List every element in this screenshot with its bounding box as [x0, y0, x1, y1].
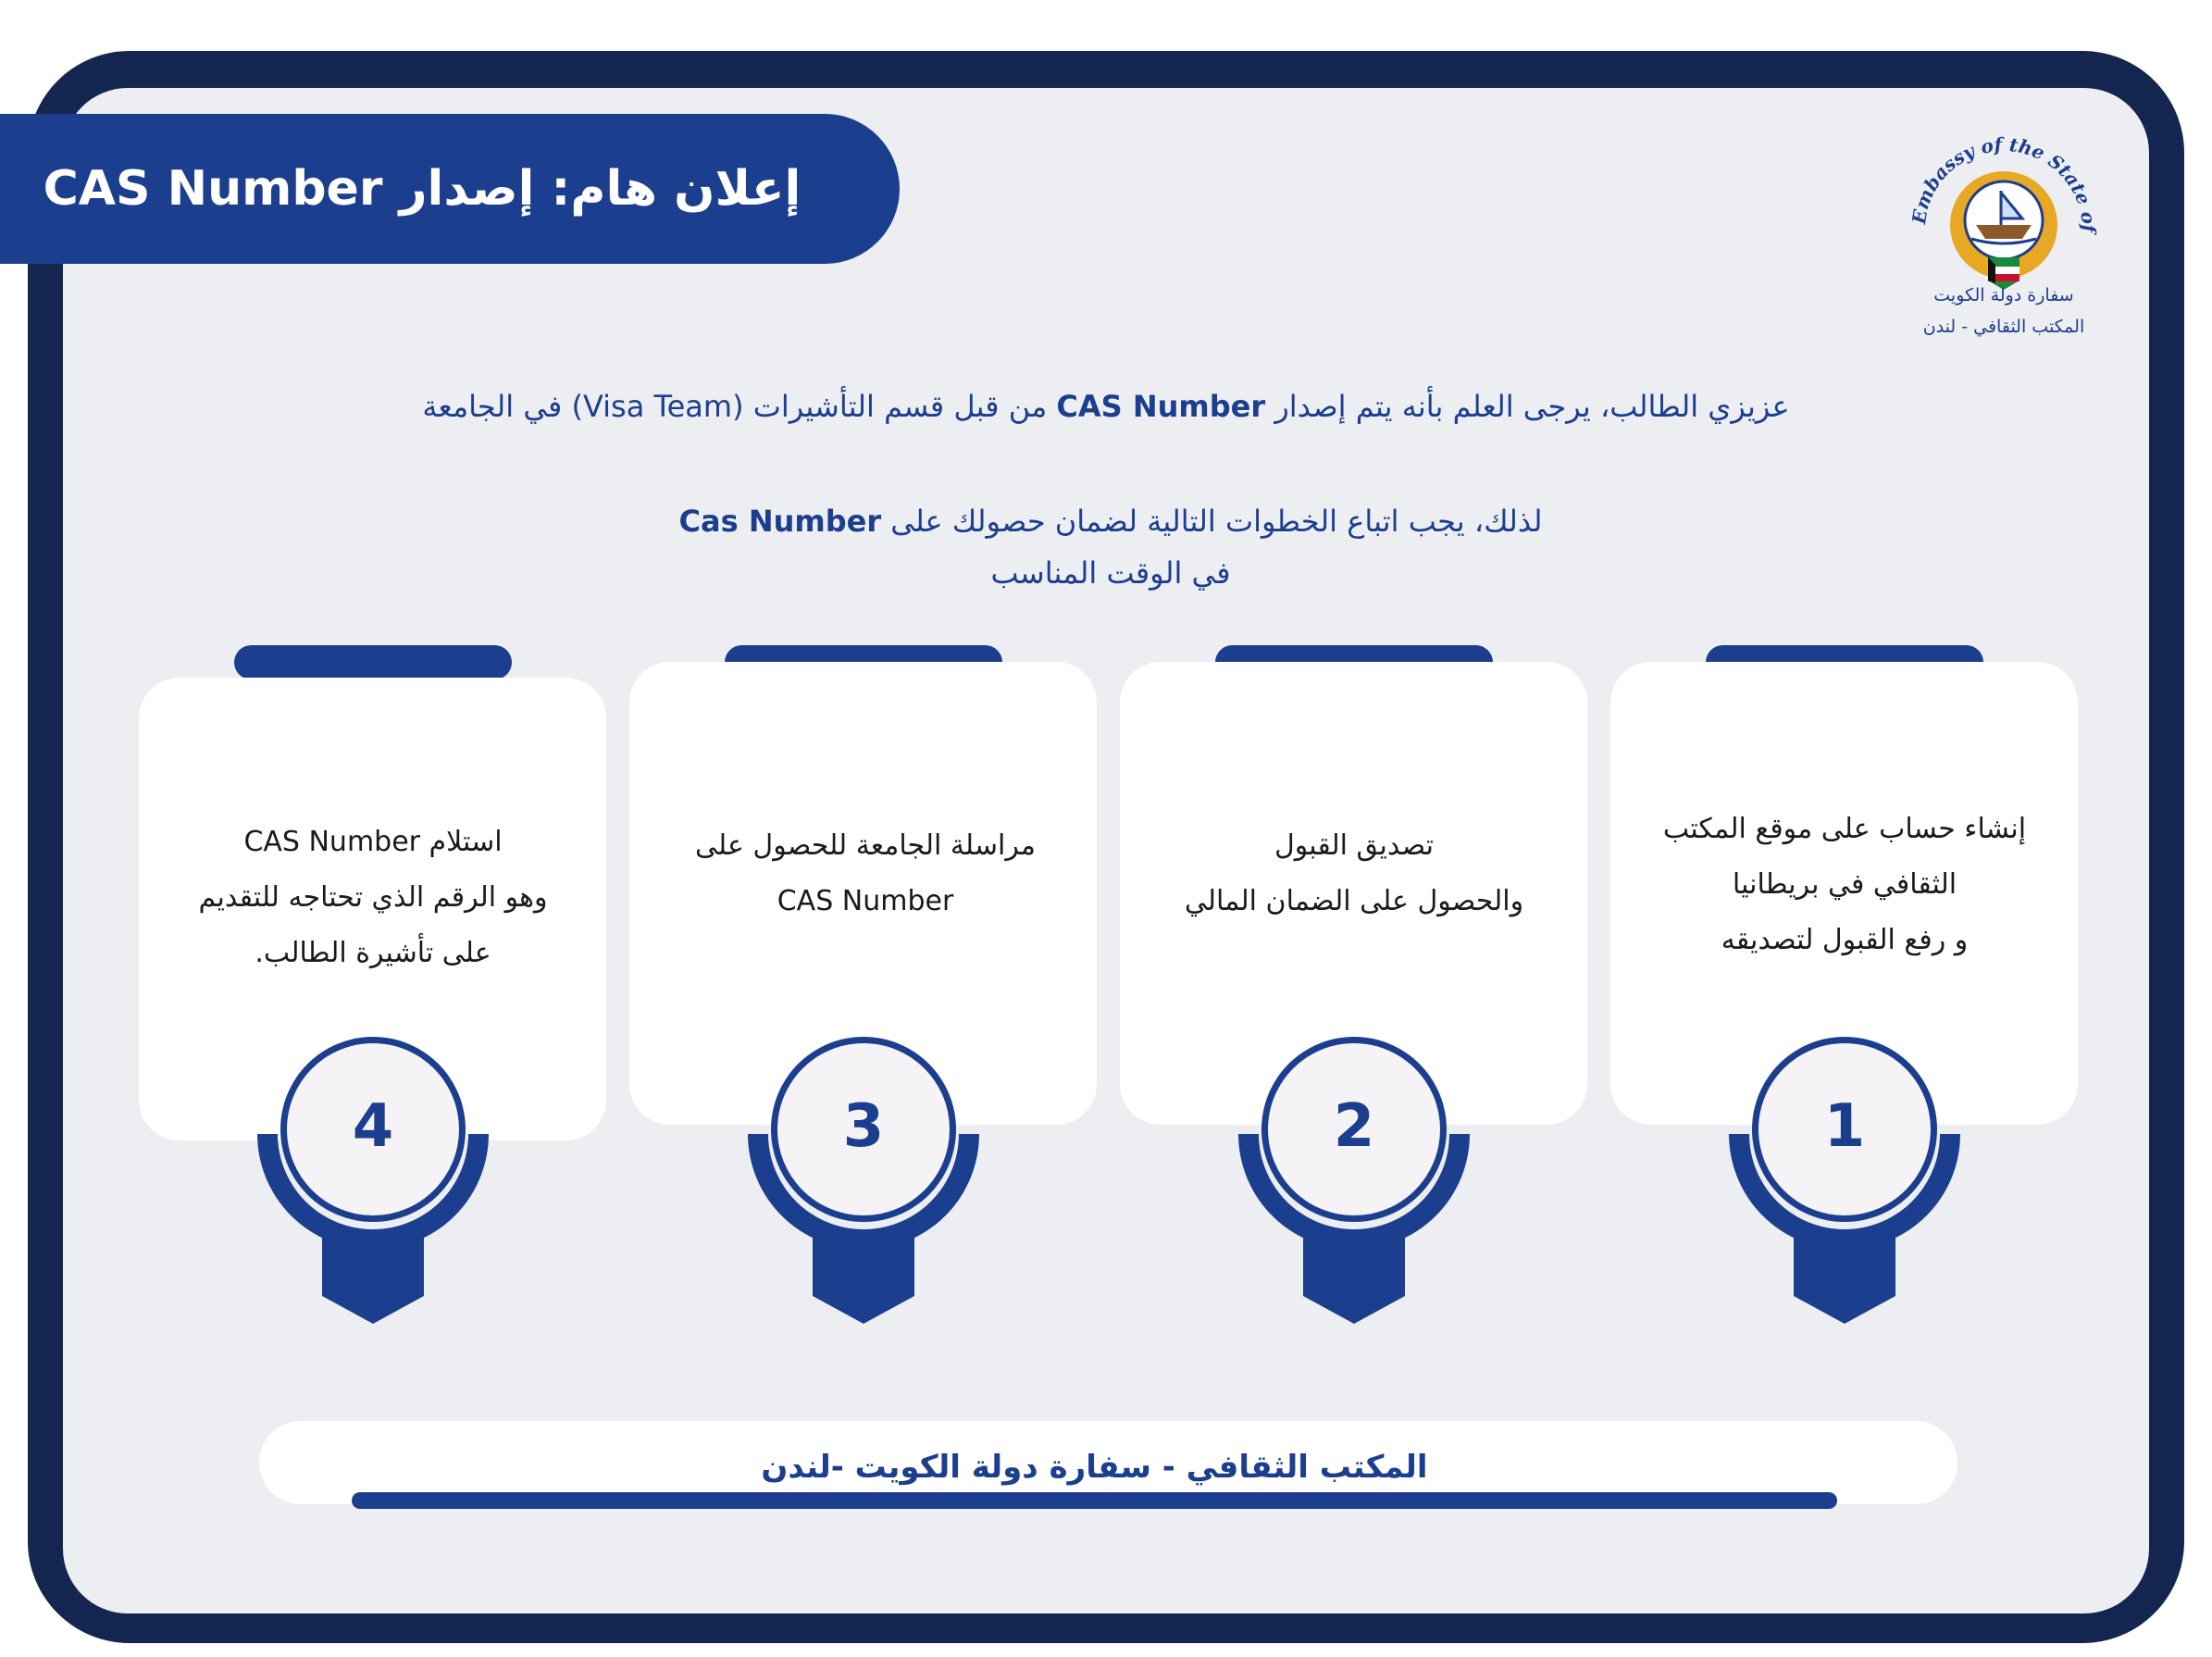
logo-caption-office: المكتب الثقافي - لندن — [1922, 317, 2085, 337]
step-2-badge-icon — [1220, 1037, 1488, 1324]
step-1-line-2: الثقافي في بريطانيا — [1732, 868, 1957, 901]
title-banner — [0, 114, 900, 264]
page-title: إعلان هام: إصدار CAS Number — [43, 161, 802, 217]
step-2-number: 2 — [1333, 1092, 1375, 1161]
step-4-line-3: على تأشيرة الطالب. — [255, 937, 491, 969]
step-4-line-1: استلام CAS Number — [243, 826, 503, 858]
instruction-text-line2: في الوقت المناسب — [990, 555, 1231, 591]
step-2-line-1: تصديق القبول — [1274, 829, 1435, 862]
step-3-line-1: مراسلة الجامعة للحصول على — [695, 829, 1036, 862]
embassy-emblem-icon — [1897, 118, 2110, 304]
footer-underline — [352, 1492, 1837, 1509]
step-2-line-2: والحصول على الضمان المالي — [1184, 885, 1524, 917]
step-1-badge-icon — [1710, 1037, 1979, 1324]
intro-text-part1: عزيزي الطالب، يرجى العلم بأنه يتم إصدار — [1265, 389, 1790, 424]
step-1-line-3: و رفع القبول لتصديقه — [1721, 924, 1969, 956]
intro-instruction — [555, 495, 1666, 599]
step-4-number: 4 — [352, 1092, 394, 1161]
step-4-line-2: وهو الرقم الذي تحتاجه للتقديم — [198, 881, 548, 914]
step-1-number: 1 — [1823, 1092, 1866, 1161]
logo-ring-text: Embassy of the State of — [1908, 132, 2101, 233]
step-1-line-1: إنشاء حساب على موقع المكتب — [1662, 813, 2027, 845]
step-3-number: 3 — [842, 1092, 885, 1161]
instruction-text: لذلك، يجب اتباع الخطوات التالية لضمان حصولك على — [881, 504, 1543, 539]
step-2-text — [1137, 818, 1572, 929]
intro-text-part2: من قبل قسم التأشيرات (Visa Team) في الجامعة — [422, 389, 1057, 424]
step-4-text — [155, 815, 590, 981]
step-3-line-2: CAS Number — [777, 885, 954, 917]
step-1-text — [1627, 802, 2062, 968]
intro-paragraph — [305, 389, 1907, 424]
step-4-badge-icon — [239, 1037, 507, 1324]
intro-cas-bold: CAS Number — [1056, 389, 1266, 424]
footer-text: المكتب الثقافي - سفارة دولة الكويت -لندن — [761, 1449, 1428, 1486]
instruction-cas-bold: Cas Number — [678, 504, 882, 539]
step-3-text — [648, 818, 1083, 929]
embassy-logo — [1897, 118, 2110, 341]
step-4-tab — [234, 645, 512, 679]
step-3-badge-icon — [729, 1037, 998, 1324]
logo-caption-embassy: سفارة دولة الكويت — [1933, 285, 2074, 305]
